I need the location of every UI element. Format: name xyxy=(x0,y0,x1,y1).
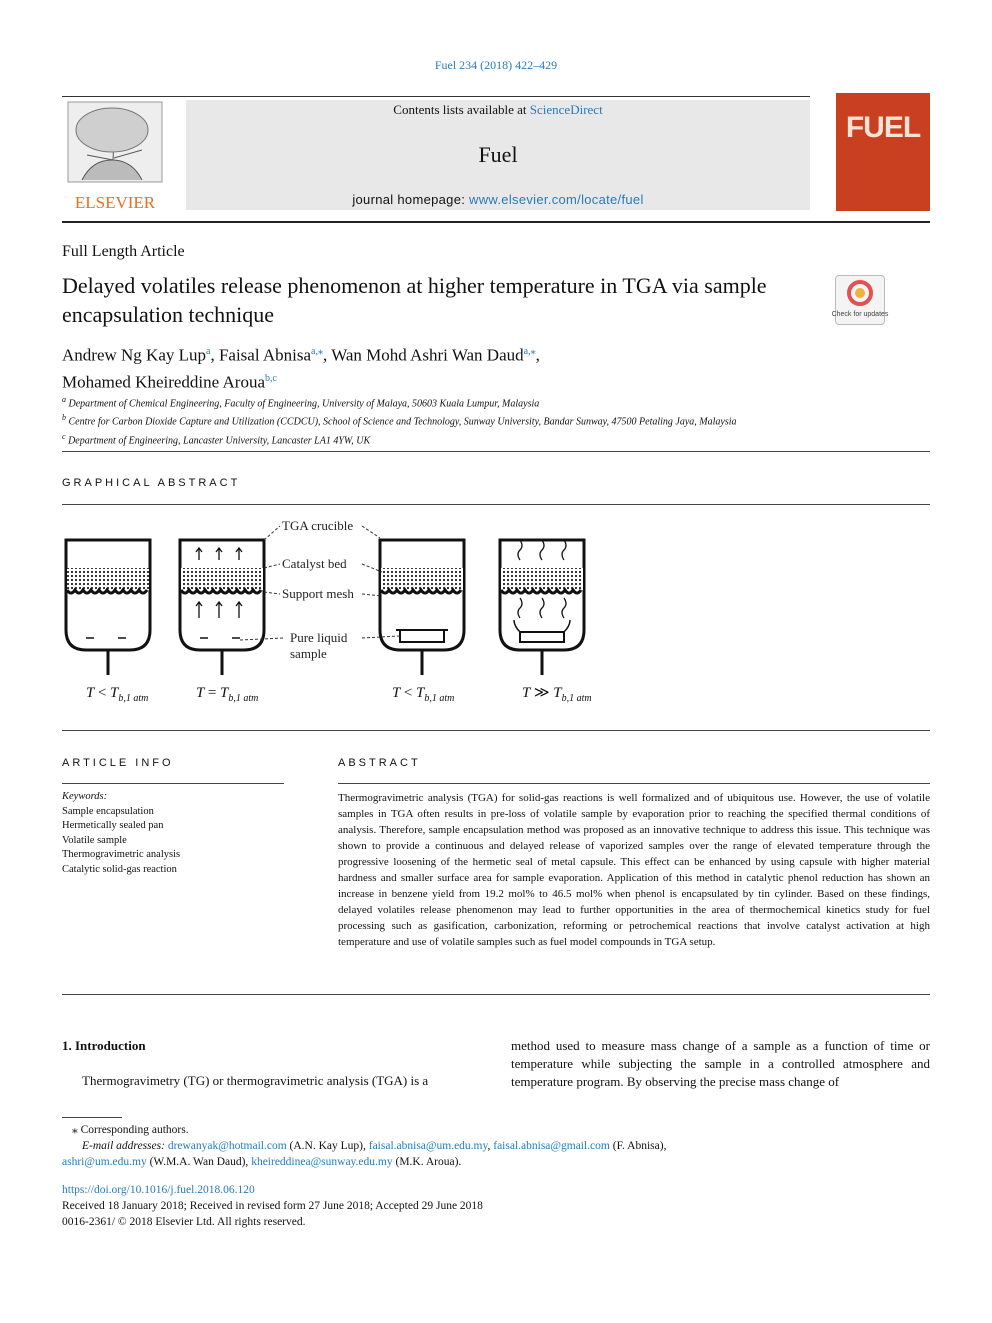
introduction-left-column: Thermogravimetry (TG) or thermogravimetric analysis (TGA) is a xyxy=(82,1073,429,1088)
article-type: Full Length Article xyxy=(62,243,185,260)
article-title: Delayed volatiles release phenomenon at higher temperature in TGA via sample encapsulation technique xyxy=(62,273,767,327)
affil-text: Department of Chemical Engineering, Faculty of Engineering, University of Malaya, 50603 Kuala Lumpur, Malaysia xyxy=(68,398,540,410)
author-separator: , xyxy=(535,345,540,365)
author-separator: , xyxy=(323,345,332,365)
label-mesh: Support mesh xyxy=(282,586,354,601)
crossmark-icon xyxy=(831,276,889,324)
affiliations xyxy=(62,393,737,448)
email-owner: , xyxy=(487,1140,494,1152)
crossmark-label: Check for updates xyxy=(831,311,889,318)
author-name[interactable]: Faisal Abnisa xyxy=(218,345,312,365)
keywords-block xyxy=(62,790,180,877)
condition-label-3: $T < T_{b,1 atm}$ xyxy=(392,685,455,704)
corresponding-note: ⁎ Corresponding authors. xyxy=(72,1124,189,1136)
introduction-right-column: method used to measure mass change of a sample as a function of time or temperature while subjecting the sample in a controlled atmosphere and temperature program. By observing the precise mass change of xyxy=(511,1038,930,1089)
section-divider xyxy=(62,504,930,505)
email-link[interactable]: ashri@um.edu.my xyxy=(62,1156,147,1168)
header-divider xyxy=(62,221,930,223)
copyright: 0016-2361/ © 2018 Elsevier Ltd. All rights reserved. xyxy=(62,1216,306,1228)
abstract-heading: ABSTRACT xyxy=(338,757,421,769)
publication-info xyxy=(62,1182,483,1230)
keywords-label: Keywords: xyxy=(62,791,108,802)
keyword-item: Volatile sample xyxy=(62,834,127,846)
keyword-item: Thermogravimetric analysis xyxy=(62,849,181,860)
crucible-3 xyxy=(380,540,464,675)
label-liquid-line2: sample xyxy=(290,646,327,661)
abstract-text: Thermogravimetric analysis (TGA) for solid-gas reactions is well formalized and of ubiquitous use. However, the use of volatile samples in TGA often results in pre-loss of volatile sample by evaporation prior to reaching the specified thermal conditions of analysis. Therefore, sample encapsulation method was proposed as an innovative technique to address this issue. This technique was shown to provide a continuous and delayed release of vaporized samples over the range of elevated temperature through the progressive loosening of the hermetic seal of metal capsule. This effect can be enhanced by using capsule with higher material hardness and smaller surface area for sample evaporation. Application of this method in catalytic phenol reduction has shown an increase in benzene yield from 19.2 mol% to 46.5 mol% when phenol is encapsulated by tin cylinder. Based on these findings, delayed volatiles release phenomenon may lead to further opportunities in the area of thermochemical kinetics study for fuel processing such as gasification, carbonization, reforming or petrochemical reactions that involve catalyst activation at high temperature and use of volatile samples such as fuel model compounds in TGA setup. xyxy=(338,792,930,948)
journal-homepage xyxy=(186,192,810,207)
label-catalyst: Catalyst bed xyxy=(282,556,347,571)
email-link[interactable]: kheireddinea@sunway.edu.my xyxy=(251,1156,393,1168)
article-info-rule xyxy=(62,783,284,784)
email-link[interactable]: faisal.abnisa@um.edu.my xyxy=(368,1140,488,1152)
condition-label-4: T ≫ $T_{b,1 atm}$ xyxy=(522,685,592,704)
graphical-abstract-heading: GRAPHICAL ABSTRACT xyxy=(62,477,241,489)
contents-prefix: Contents lists available at xyxy=(393,102,530,117)
contents-line xyxy=(186,102,810,118)
footnotes xyxy=(62,1122,930,1170)
email-owner: (A.N. Kay Lup), xyxy=(286,1140,369,1152)
email-owner: (M.K. Aroua). xyxy=(392,1156,462,1168)
article-info-heading: ARTICLE INFO xyxy=(62,757,174,769)
email-label: E-mail addresses: xyxy=(82,1140,165,1152)
condition-label-1: $T < T_{b,1 atm}$ xyxy=(86,685,149,704)
author-list xyxy=(62,340,822,393)
author-affil-mark[interactable]: a,⁎ xyxy=(311,346,323,357)
homepage-link[interactable]: www.elsevier.com/locate/fuel xyxy=(469,192,644,207)
section-divider xyxy=(62,451,930,452)
journal-cover[interactable] xyxy=(836,93,930,211)
introduction-heading: 1. Introduction xyxy=(62,1038,146,1053)
label-liquid-line1: Pure liquid xyxy=(290,630,348,645)
affil-mark: a xyxy=(62,395,66,404)
elsevier-wordmark: ELSEVIER xyxy=(74,193,156,212)
crucible-4 xyxy=(500,540,584,675)
crucible-2 xyxy=(180,540,264,675)
affil-text: Department of Engineering, Lancaster University, Lancaster LA1 4YW, UK xyxy=(68,434,371,446)
cover-title: FUEL xyxy=(845,111,921,144)
abstract-rule xyxy=(338,783,930,784)
received-dates: Received 18 January 2018; Received in revised form 27 June 2018; Accepted 29 June 2018 xyxy=(62,1200,483,1212)
keyword-item: Sample encapsulation xyxy=(62,805,154,817)
sciencedirect-link[interactable]: ScienceDirect xyxy=(529,102,603,117)
email-owner: (W.M.A. Wan Daud), xyxy=(146,1156,252,1168)
crucible-1 xyxy=(66,540,150,675)
elsevier-tree-icon xyxy=(68,102,162,182)
author-affil-mark[interactable]: a xyxy=(206,346,211,357)
section-divider xyxy=(62,730,930,731)
elsevier-logo[interactable] xyxy=(62,100,168,212)
affil-text: Centre for Carbon Dioxide Capture and Utilization (CCDCU), School of Science and Technology, Sunway University, Bandar Sunway, 47500 Petaling Jaya, Malaysia xyxy=(68,416,737,428)
author-separator: , xyxy=(210,345,219,365)
footnote-rule xyxy=(62,1117,122,1118)
journal-name: Fuel xyxy=(478,142,518,167)
journal-reference[interactable]: Fuel 234 (2018) 422–429 xyxy=(434,58,558,72)
section-divider xyxy=(62,994,930,995)
header-rule xyxy=(62,96,810,97)
keyword-item: Hermetically sealed pan xyxy=(62,820,164,831)
graphical-abstract-figure xyxy=(62,510,930,720)
author-affil-mark[interactable]: a,⁎ xyxy=(523,346,536,357)
crossmark-badge[interactable] xyxy=(831,275,889,325)
affiliation-item xyxy=(62,430,737,448)
doi-link[interactable]: https://doi.org/10.1016/j.fuel.2018.06.120 xyxy=(62,1184,255,1196)
homepage-prefix: journal homepage: xyxy=(352,192,470,207)
email-link[interactable]: drewanyak@hotmail.com xyxy=(167,1140,287,1152)
author-name[interactable]: Mohamed Kheireddine Aroua xyxy=(62,372,265,392)
keyword-item: Catalytic solid-gas reaction xyxy=(62,863,177,875)
author-name[interactable]: Wan Mohd Ashri Wan Daud xyxy=(331,345,524,365)
affiliation-item xyxy=(62,393,737,411)
author-affil-mark[interactable]: b,c xyxy=(265,372,277,384)
affiliation-item xyxy=(62,411,737,429)
author-name[interactable]: Andrew Ng Kay Lup xyxy=(62,345,206,365)
affil-mark: c xyxy=(62,431,66,441)
condition-label-2: $T = T_{b,1 atm}$ xyxy=(196,685,259,704)
email-link[interactable]: faisal.abnisa@gmail.com xyxy=(493,1140,610,1152)
email-owner: (F. Abnisa), xyxy=(609,1140,667,1152)
affil-mark: b xyxy=(62,413,66,423)
label-crucible: TGA crucible xyxy=(282,518,354,533)
